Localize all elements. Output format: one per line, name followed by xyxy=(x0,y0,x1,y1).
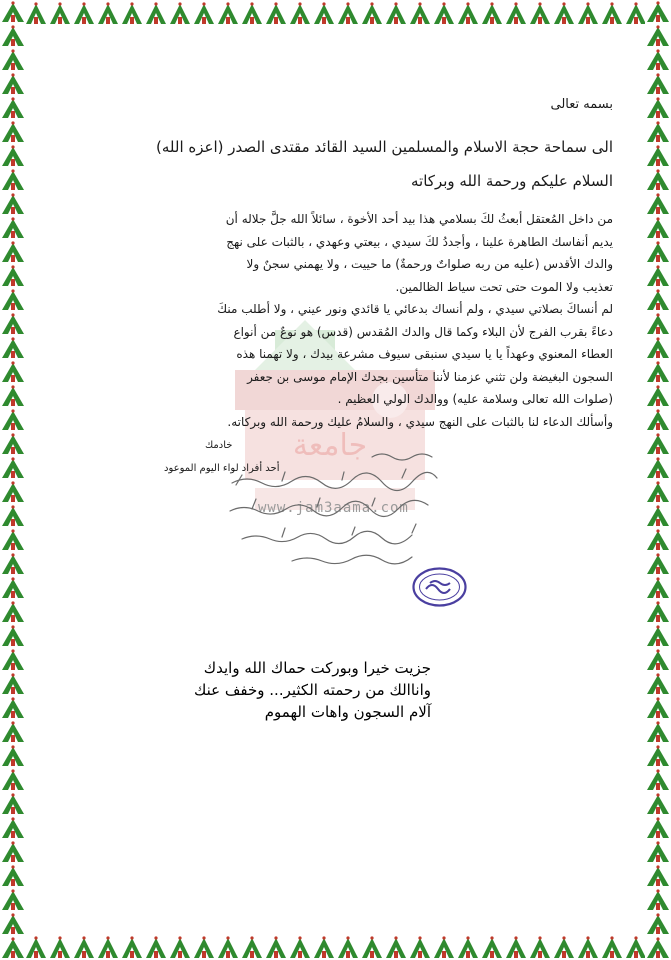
letter-body xyxy=(48,208,613,433)
body-line: دعاءً بقرب الفرج لأن البلاء وكما قال والدك المُقدس (قدس) هو نوعٌ من أنواع xyxy=(233,324,613,339)
seal-stamp-icon xyxy=(412,567,467,607)
body-line: يديم أنفاسك الطاهرة علينا ، وأجددُ لكَ سيدي ، بيعتي وعهدي ، بالثبات على نهج xyxy=(226,234,613,249)
transcript-line: آلام السجون واهات الهموم xyxy=(264,703,431,721)
salutation-basmala: بسمه تعالى xyxy=(550,97,613,112)
servant-label: خادمك xyxy=(205,440,233,451)
body-line: تعذيب ولا الموت حتى تحت سياط الظالمين. xyxy=(395,279,613,294)
decorative-border-left xyxy=(0,0,26,960)
signature-name: أحد أفراد لواء اليوم الموعود xyxy=(164,463,280,474)
decorative-border-top xyxy=(0,0,671,26)
body-line: وأسألك الدعاء لنا بالثبات على النهج سيدي ، والسلامُ عليك ورحمة الله وبركاته. xyxy=(227,414,613,429)
body-line: لم أنساكَ بصلاتي سيدي ، ولم أنساك بدعائي يا قائدي ونور عيني ، ولا أطلب منكَ xyxy=(217,302,613,316)
svg-text:جامعة: جامعة xyxy=(292,428,368,463)
body-line: من داخل المُعتقل أبعثُ لكَ بسلامي هذا بيد أحد الأخوة ، سائلاً الله جلَّ جلاله أن xyxy=(225,212,613,226)
body-line: العطاء المعنوي وعهداً يا يا سيدي سنبقى سيوف مشرعة بيدك ، ولا تهمنا هذه xyxy=(236,347,613,361)
salutation-addressee: الى سماحة حجة الاسلام والمسلمين السيد القائد مقتدى الصدر (اعزه الله) xyxy=(156,138,613,156)
transcript-line: جزيت خيرا وبوركت حماك الله وايدك xyxy=(203,659,431,677)
transcript-line: واناالك من رحمته الكثير... وخفف عنك xyxy=(194,681,431,699)
handwriting-transcript xyxy=(194,657,431,723)
body-line: السجون البغيضة ولن تثني عزمنا لأننا متأسين بجدك الإمام موسى بن جعفر xyxy=(247,369,613,384)
body-line: (صلوات الله تعالى وسلامة عليه) ووالدك الولي العظيم . xyxy=(337,392,613,406)
decorative-border-bottom xyxy=(0,934,671,960)
decorative-border-right xyxy=(645,0,671,960)
body-line: والدك الأقدس (عليه من ربه صلواتٌ ورحمةٌ) ما حييت ، ولا يهمني سجنٌ ولا xyxy=(246,257,613,271)
handwritten-reply-icon xyxy=(222,445,457,575)
greeting-line: السلام عليكم ورحمة الله وبركاته xyxy=(411,172,613,190)
watermark-url: www.jam3aama.com xyxy=(258,500,409,516)
